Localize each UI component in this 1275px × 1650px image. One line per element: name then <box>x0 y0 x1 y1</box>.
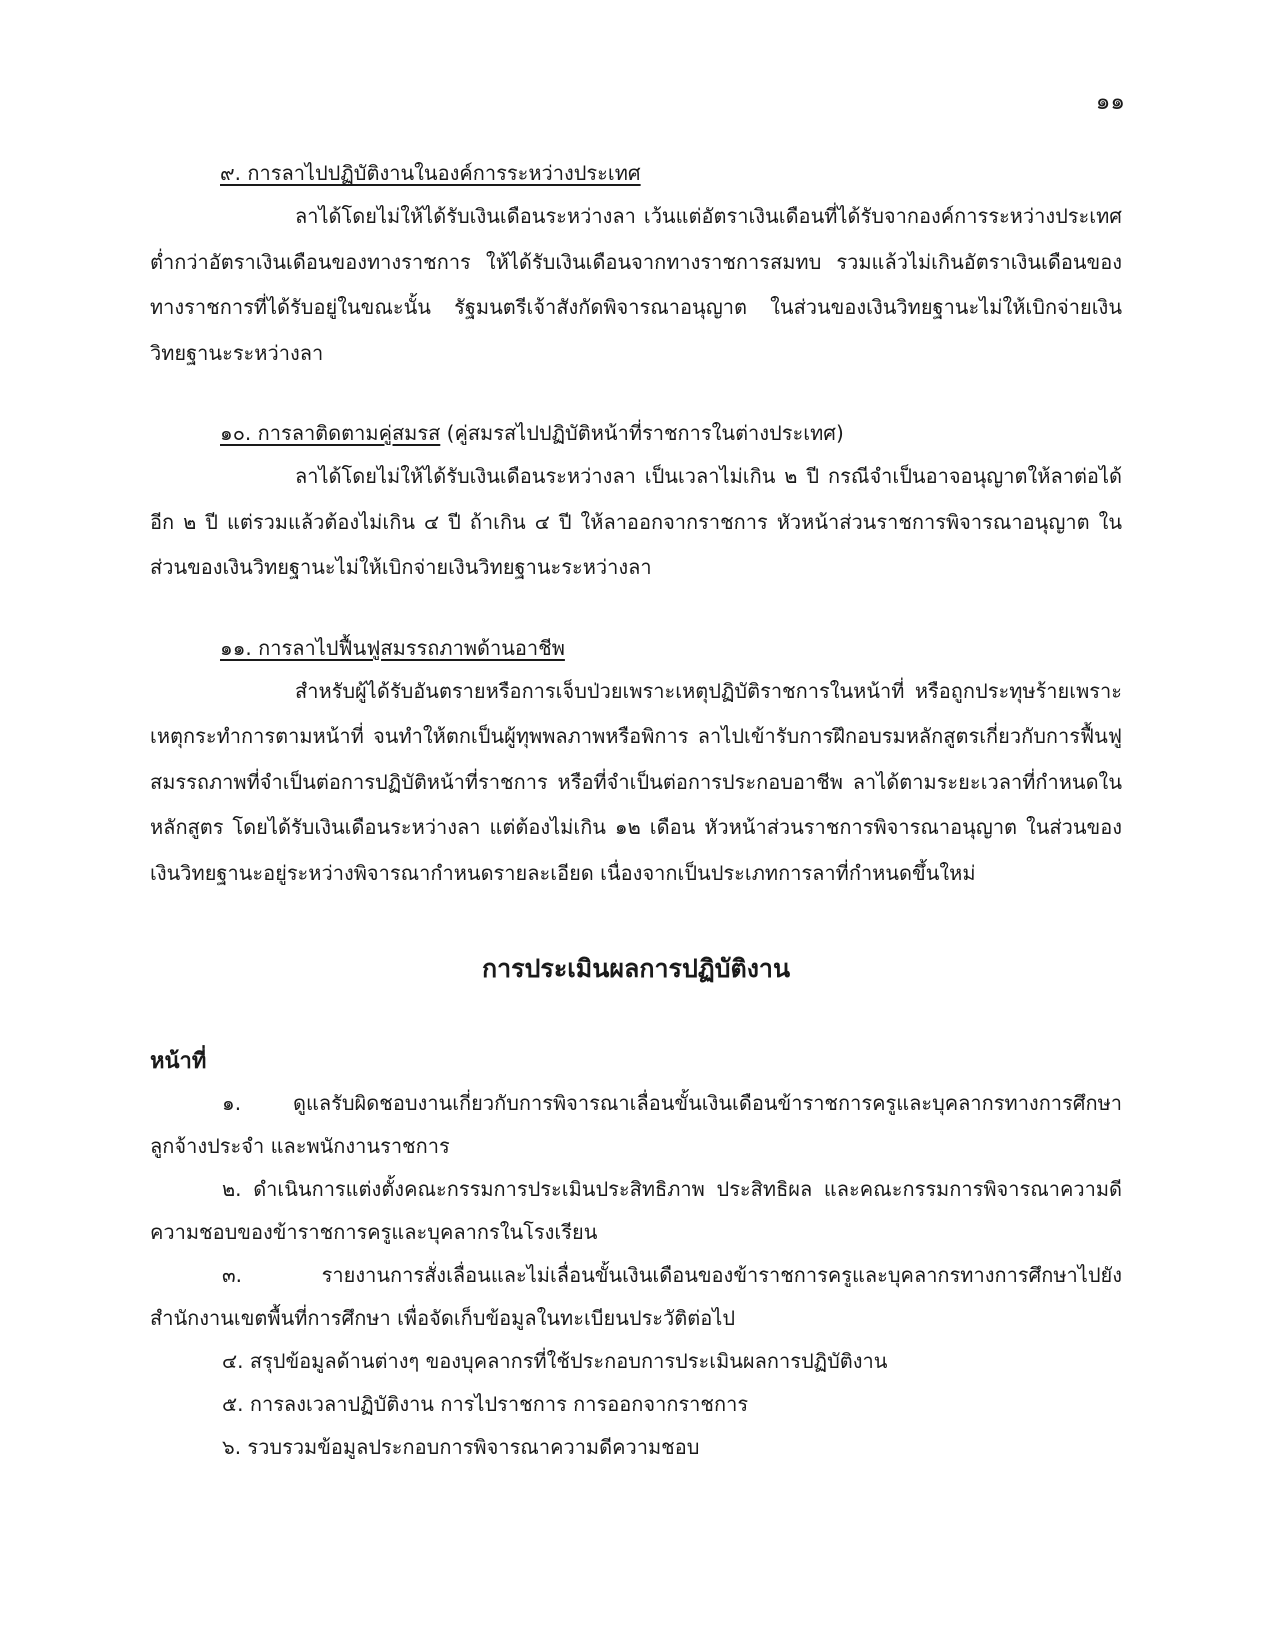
section-body-11: สำหรับผู้ได้รับอันตรายหรือการเจ็บป่วยเพราะเหตุปฏิบัติราชการในหน้าที่ หรือถูกประทุษร้ายเพราะเหตุกระทำการตามหน้าที่ จนทำให้ตกเป็นผู้ทุพพลภาพหรือพิการ ลาไปเข้ารับการฝึกอบรมหลักสูตรเกี่ยวกับการฟื้นฟูสมรรถภาพที่จำเป็นต่อการปฏิบัติหน้าที่ราชการ หรือที่จำเป็นต่อการประกอบอาชีพ ลาได้ตามระยะเวลาที่กำหนดในหลักสูตร โดยได้รับเงินเดือนระหว่างลา แต่ต้องไม่เกิน ๑๒ เดือน หัวหน้าส่วนราชการพิจารณาอนุญาต ในส่วนของเงินวิทยฐานะอยู่ระหว่างพิจารณากำหนดรายละเอียด เนื่องจากเป็นประเภทการลาที่กำหนดขึ้นใหม่ <box>150 678 1122 885</box>
section-heading-11 <box>150 627 1122 669</box>
section-body-10: ลาได้โดยไม่ให้ได้รับเงินเดือนระหว่างลา เป็นเวลาไม่เกิน ๒ ปี กรณีจำเป็นอาจอนุญาตให้ลาต่อได้อีก ๒ ปี แต่รวมแล้วต้องไม่เกิน ๔ ปี ถ้าเกิน ๔ ปี ให้ลาออกจากราชการ หัวหน้าส่วนราชการพิจารณาอนุญาต ในส่วนของเงินวิทยฐานะไม่ให้เบิกจ่ายเงินวิทยฐานะระหว่างลา <box>150 464 1122 579</box>
section-body-9: ลาได้โดยไม่ให้ได้รับเงินเดือนระหว่างลา เว้นแต่อัตราเงินเดือนที่ได้รับจากองค์การระหว่างประเทศต่ำกว่าอัตราเงินเดือนของทางราชการ ให้ได้รับเงินเดือนจากทางราชการสมทบ รวมแล้วไม่เกินอัตราเงินเดือนของทางราชการที่ได้รับอยู่ในขณะนั้น รัฐมนตรีเจ้าสังกัดพิจารณาอนุญาต ในส่วนของเงินวิทยฐานะไม่ให้เบิกจ่ายเงินวิทยฐานะระหว่างลา <box>150 204 1122 365</box>
duty-item-1: ๑. ดูแลรับผิดชอบงานเกี่ยวกับการพิจารณาเลื่อนขั้นเงินเดือนข้าราชการครูและบุคลากรทางการศึกษาลูกจ้างประจำ และพนักงานราชการ <box>150 1091 1122 1158</box>
spacer <box>150 591 1122 627</box>
spacer <box>150 992 1122 1042</box>
document-content <box>150 152 1122 1469</box>
section-heading-title: ๙. การลาไปปฏิบัติงานในองค์การระหว่างประเทศ <box>220 161 641 185</box>
duty-item-6: ๖. รวบรวมข้อมูลประกอบการพิจารณาความดีความชอบ <box>222 1435 700 1459</box>
spacer <box>150 896 1122 946</box>
duties-title: หน้าที่ <box>150 1049 207 1074</box>
spacer <box>150 376 1122 412</box>
section-heading-suffix: (คู่สมรสไปปฏิบัติหน้าที่ราชการในต่างประเทศ) <box>440 421 844 445</box>
section-heading-title: ๑๑. การลาไปฟื้นฟูสมรรถภาพด้านอาชีพ <box>220 635 565 660</box>
duty-item-3: ๓. รายงานการสั่งเลื่อนและไม่เลื่อนขั้นเงินเดือนของข้าราชการครูและบุคลากรทางการศึกษาไปยังสำนักงานเขตพื้นที่การศึกษา เพื่อจัดเก็บข้อมูลในทะเบียนประวัติต่อไป <box>150 1263 1122 1330</box>
section-heading-9 <box>150 152 1122 194</box>
section-heading-title: ๑๐. การลาติดตามคู่สมรส <box>220 421 441 445</box>
duty-item-4: ๔. สรุปข้อมูลด้านต่างๆ ของบุคลากรที่ใช้ประกอบการประเมินผลการปฏิบัติงาน <box>222 1349 888 1373</box>
page-number: ๑๑ <box>1095 89 1125 115</box>
main-title: การประเมินผลการปฏิบัติงาน <box>481 954 791 983</box>
section-heading-10 <box>150 412 1122 454</box>
duty-item-2: ๒. ดำเนินการแต่งตั้งคณะกรรมการประเมินประสิทธิภาพ ประสิทธิผล และคณะกรรมการพิจารณาความดีความชอบของข้าราชการครูและบุคลากรในโรงเรียน <box>150 1177 1122 1244</box>
duty-item-5: ๕. การลงเวลาปฏิบัติงาน การไปราชการ การออกจากราชการ <box>222 1392 749 1416</box>
